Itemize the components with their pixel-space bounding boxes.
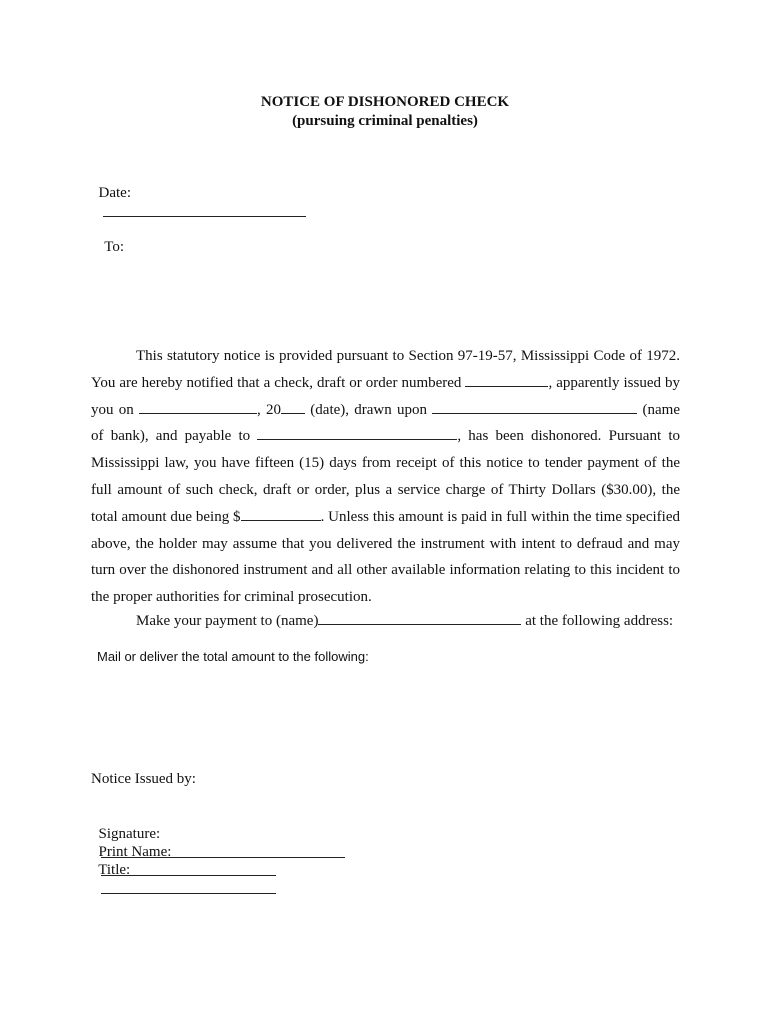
signature-label: Signature: [98, 826, 161, 842]
document-subtitle: (pursuing criminal penalties) [292, 113, 478, 129]
payment-address-label: at the following address: [521, 613, 674, 629]
issue-date-field[interactable] [139, 399, 257, 414]
notice-paragraph [91, 343, 680, 611]
check-number-field[interactable] [465, 372, 548, 387]
date-row [91, 165, 306, 223]
total-amount-field[interactable] [241, 506, 321, 521]
title-field[interactable] [101, 880, 276, 894]
print-name-label: Print Name: [98, 844, 172, 860]
body-text-2: , apparently issued by you on [91, 374, 680, 418]
year-field[interactable] [281, 399, 305, 414]
payment-row [136, 611, 673, 631]
body-text-4: (date), drawn upon [305, 401, 433, 418]
to-row [97, 219, 124, 257]
issued-by-label: Notice Issued by: [91, 771, 196, 787]
body-text-1: This statutory notice is provided pursuant to Section 97-19-57, Mississippi Code of 1972. You are hereby notified that a check, draft or order numbered [91, 348, 680, 391]
body-text-7: . Unless this amount is paid in full within the time specified above, the holder may assume that you delivered the instrument with intent to defraud and may turn over the dishonored instrument and all other available information relating to this incident to the proper authorities for criminal prosecution. [91, 508, 680, 606]
body-text-3: , 20 [257, 401, 282, 418]
body-text-5: (name of bank), and payable to [91, 401, 680, 445]
payee-field[interactable] [257, 425, 457, 440]
document-title: NOTICE OF DISHONORED CHECK [260, 94, 510, 110]
payment-name-field[interactable] [318, 611, 521, 625]
body-text-6: , has been dishonored. Pursuant to Mississippi law, you have fifteen (15) days from receipt of this notice to tender payment of the full amount of such check, draft or order, plus a service charge of Thirty Dollars ($30.00), the total amount due being $ [91, 428, 680, 525]
to-label: To: [104, 239, 125, 255]
bank-field[interactable] [432, 399, 637, 414]
title-row [91, 842, 276, 900]
payment-label: Make your payment to (name) [136, 613, 319, 629]
notice-body [91, 343, 680, 611]
date-label: Date: [98, 185, 131, 201]
mail-instruction: Mail or deliver the total amount to the following: [97, 649, 369, 664]
title-label: Title: [98, 862, 131, 878]
date-field[interactable] [103, 203, 306, 217]
